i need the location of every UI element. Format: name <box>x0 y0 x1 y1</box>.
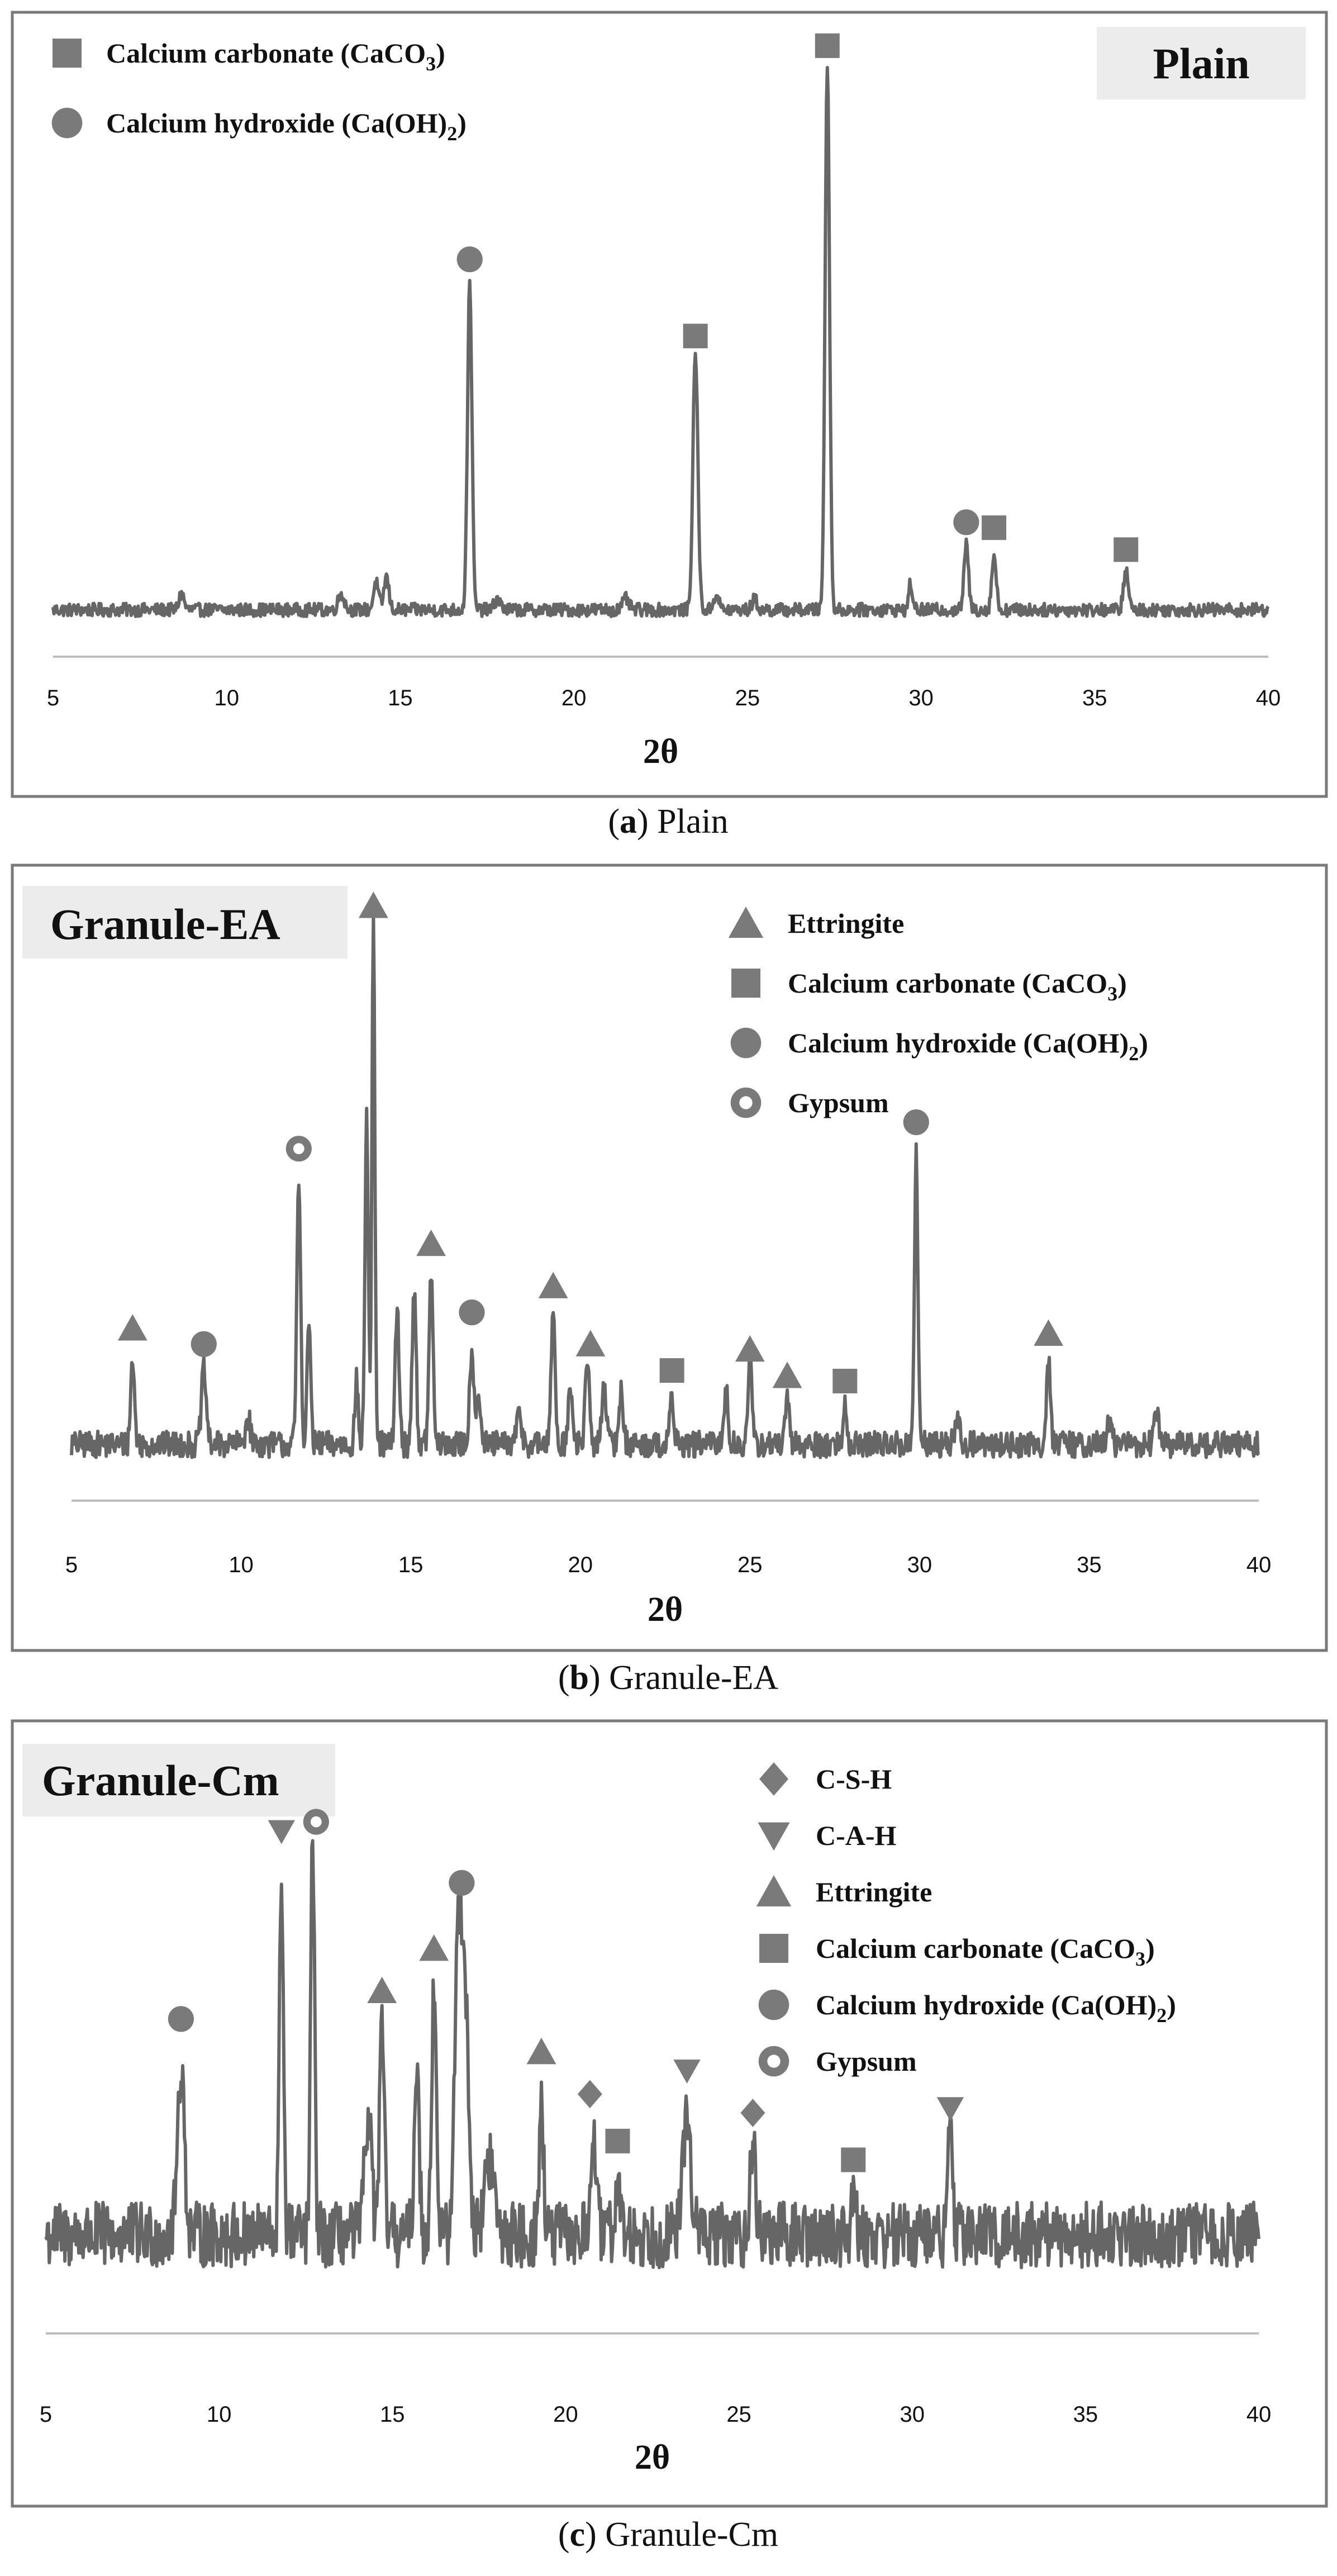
legend-label: Ettringite <box>788 908 905 939</box>
x-tick-label: 30 <box>908 686 934 710</box>
peak-marker-square <box>1114 537 1138 562</box>
panel-frame <box>12 1721 1326 2506</box>
peak-marker-square <box>982 515 1006 540</box>
x-tick-label: 30 <box>907 1553 932 1577</box>
x-tick-label: 5 <box>46 686 60 710</box>
x-tick-label: 35 <box>1073 2402 1098 2427</box>
legend-label: Calcium carbonate (CaCO$_3$) <box>788 967 1127 1005</box>
peak-marker-circle <box>449 1870 474 1896</box>
x-tick-label: 40 <box>1246 1553 1272 1577</box>
legend-label: C-S-H <box>816 1763 892 1795</box>
legend-label: Calcium carbonate (CaCO$_3$) <box>106 37 445 75</box>
peak-marker-circle <box>953 509 979 535</box>
x-axis-title: 2θ <box>647 1591 683 1629</box>
peak-marker-circle <box>459 1299 484 1325</box>
legend-circle-icon <box>52 108 83 139</box>
peak-marker-square <box>841 2147 865 2172</box>
x-tick-label: 15 <box>388 686 413 710</box>
x-tick-label: 20 <box>553 2402 578 2427</box>
x-tick-label: 20 <box>561 686 587 710</box>
peak-marker-square <box>815 34 840 58</box>
x-tick-label: 35 <box>1077 1553 1102 1577</box>
x-axis-title: 2θ <box>634 2439 670 2477</box>
legend-label: Calcium hydroxide $(Ca(OH)_2)$ <box>106 107 467 145</box>
panel-a <box>12 12 1326 841</box>
x-tick-label: 40 <box>1246 2402 1272 2427</box>
x-tick-label: 10 <box>229 1553 254 1577</box>
x-axis-title: 2θ <box>643 733 679 771</box>
panel-caption: (b) Granule-EA <box>558 1659 779 1697</box>
peak-marker-ring <box>286 1136 312 1161</box>
peak-marker-circle <box>903 1109 929 1135</box>
legend-square-icon <box>731 969 760 998</box>
x-tick-label: 15 <box>380 2402 405 2427</box>
legend-label: Ettringite <box>816 1876 932 1908</box>
legend-circle-icon <box>759 1990 789 2020</box>
panel-caption: (a) Plain <box>608 803 729 841</box>
peak-marker-circle <box>191 1331 217 1357</box>
x-tick-label: 25 <box>735 686 760 710</box>
panel-frame <box>12 865 1326 1650</box>
peak-marker-square <box>605 2129 630 2153</box>
x-tick-label: 25 <box>738 1553 763 1577</box>
x-tick-label: 10 <box>214 686 239 710</box>
legend-label: Gypsum <box>788 1087 889 1118</box>
peak-marker-circle <box>168 2006 194 2032</box>
x-tick-label: 35 <box>1082 686 1107 710</box>
peak-marker-square <box>683 324 708 348</box>
legend-entry <box>731 1087 889 1118</box>
legend-label: Calcium carbonate (CaCO$_3$) <box>816 1933 1155 1970</box>
x-tick-label: 40 <box>1255 686 1281 710</box>
legend-label: Calcium hydroxide $(Ca(OH)_2)$ <box>788 1027 1148 1065</box>
panel-caption: (c) Granule-Cm <box>558 2516 779 2554</box>
x-tick-label: 30 <box>900 2402 925 2427</box>
legend-ring-icon <box>759 2046 789 2077</box>
peak-marker-ring <box>303 1809 329 1835</box>
legend-square-icon <box>759 1934 788 1963</box>
peak-marker-circle <box>457 246 483 272</box>
panel-title: Granule-EA <box>50 900 280 948</box>
x-tick-label: 5 <box>65 1553 78 1577</box>
x-tick-label: 25 <box>726 2402 751 2427</box>
legend-ring-icon <box>731 1088 762 1118</box>
legend-square-icon <box>53 39 82 68</box>
legend-label: Gypsum <box>816 2046 917 2077</box>
x-tick-label: 5 <box>39 2402 53 2427</box>
legend-circle-icon <box>731 1028 762 1059</box>
x-tick-label: 20 <box>568 1553 593 1577</box>
panel-title: Plain <box>1153 39 1250 88</box>
panel-b <box>12 865 1326 1697</box>
legend-entry <box>759 2046 917 2077</box>
panel-c <box>12 1721 1326 2554</box>
peak-marker-square <box>660 1358 684 1383</box>
legend-label: Calcium hydroxide $(Ca(OH)_2)$ <box>816 1989 1176 2027</box>
legend-label: C-A-H <box>816 1820 897 1851</box>
panel-title: Granule-Cm <box>42 1756 279 1805</box>
x-tick-label: 15 <box>398 1553 424 1577</box>
peak-marker-square <box>832 1369 857 1393</box>
x-tick-label: 10 <box>206 2402 232 2427</box>
